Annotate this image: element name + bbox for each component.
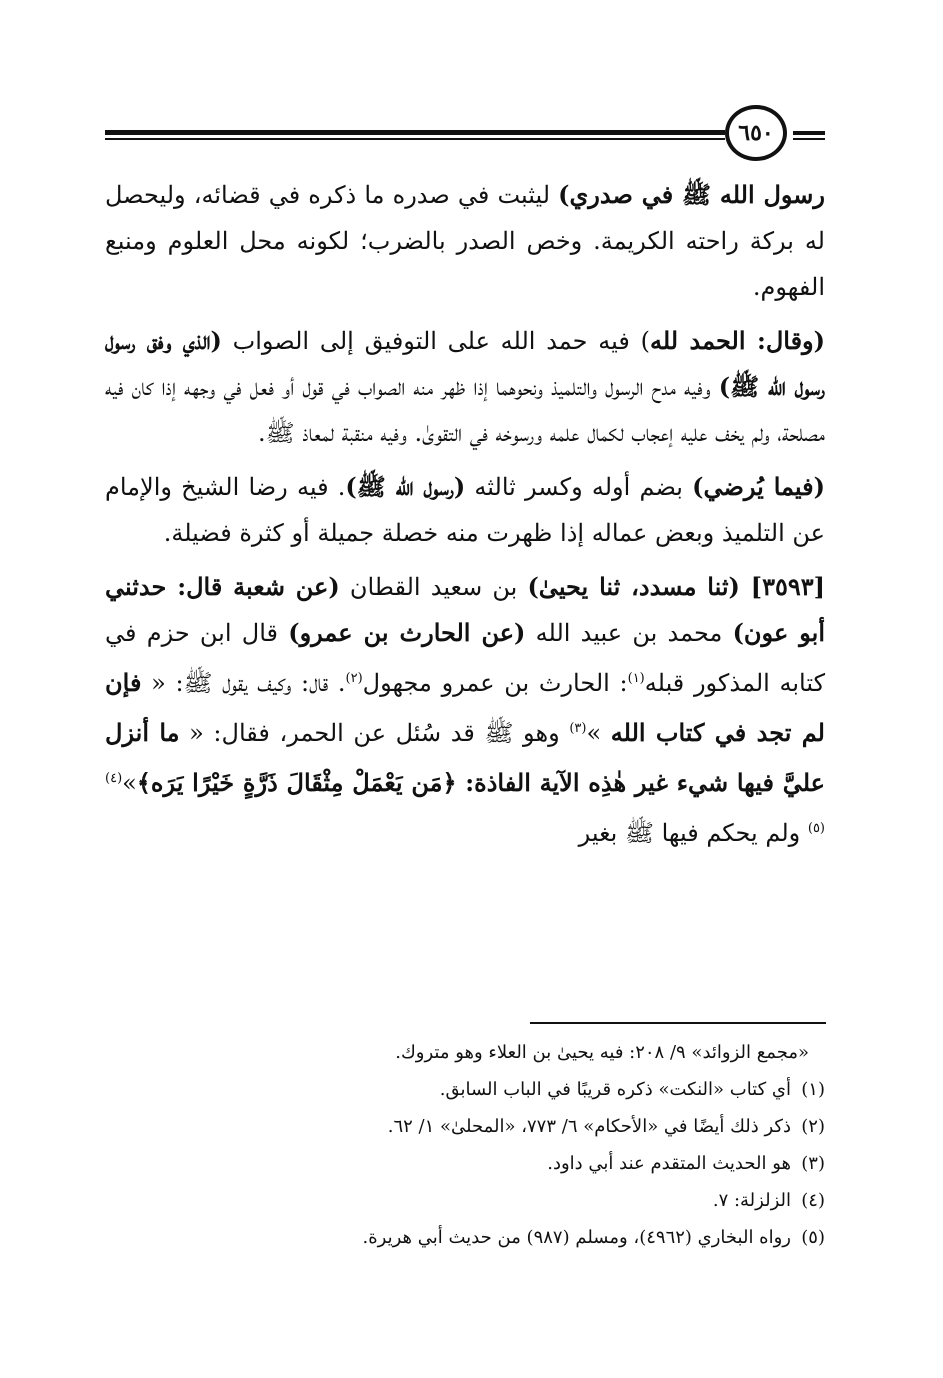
text-segment: ) فيه حمد الله على التوفيق إلى الصواب [221,327,650,355]
bold-segment: فإن لم تجد في كتاب الله [105,668,825,747]
paragraph [105,564,825,856]
bold-segment: (عن الحارث بن عمرو) [288,618,526,647]
footnote-number: (٥) [801,1227,825,1248]
bold-segment: (عن شعبة قال: حدثني أبو عون) [105,572,825,647]
bold-segment: ما أنزل عليَّ فيها شيء غير هٰذِه الآية الفاذة: ﴿مَن يَعْمَلْ مِثْقَالَ ذَرَّةٍ خَيْرًا يَرَه﴾ [105,718,825,797]
page-number: ٦٥٠ [725,105,787,161]
footnote [180,1108,825,1145]
text-segment: » [586,719,611,747]
page-header [105,105,825,165]
text-segment: : الحارث بن عمرو مجهول [362,669,628,697]
text-segment: بضم أوله وكسر ثالثه [465,473,693,501]
footnote-number: (٤) [801,1190,825,1211]
footnote-number: (٣) [801,1153,825,1174]
text-segment: وهو ﷺ قد سُئل عن الحمر، فقال: « [179,719,570,747]
header-rule-right-thin [793,138,825,140]
footnote-text: أي كتاب «النكت» ذكره قريبًا في الباب السابق. [439,1079,791,1100]
footnote [180,1182,825,1219]
footnote-text: الزلزلة: ٧. [712,1190,791,1211]
footnote-ref: (٤)(٥) [105,771,825,836]
text-segment: محمد بن عبيد الله [525,619,733,647]
footnote-text: هو الحديث المتقدم عند أبي داود. [547,1153,791,1174]
footnote [180,1071,825,1108]
text-segment: . قال: وكيف يقول ﷺ: « [141,669,346,697]
paragraph [105,464,825,556]
footnote-ref: (١) [627,671,645,686]
text-segment: » [122,769,137,797]
header-rule-thick [105,130,725,135]
footnote [180,1219,825,1256]
footnote-number: (١) [801,1079,825,1100]
footnote-text: رواه البخاري (٤٩٦٢)، ومسلم (٩٨٧) من حديث أبي هريرة. [362,1227,791,1248]
main-text [105,172,825,864]
footnote-separator [530,1022,826,1024]
paragraph [105,318,825,456]
text-segment: . فيه رضا الشيخ والإمام عن التلميذ وبعض عماله إذا ظهرت منه خصلة جميلة أو كثرة فضيلة. [105,473,825,547]
footnote-number: (٢) [801,1116,825,1137]
bold-segment: (فيما يُرضي) [692,472,825,501]
text-segment: بن سعيد القطان [339,573,528,601]
bold-segment: [٣٥٩٣] (ثنا مسدد، ثنا يحيىٰ) [527,572,826,601]
text-segment: ليثبت في صدره ما ذكره في قضائه، وليحصل له بركة راحته الكريمة. وخص الصدر بالضرب؛ لكونه محل العلوم ومنبع الفهوم. [105,181,825,301]
bold-segment: (رسول الله ﷺ) [345,472,466,501]
bold-segment: رسول الله ﷺ في صدري) [558,180,825,209]
footnote-ref: (٣) [569,721,587,736]
header-rule-thin [105,138,725,140]
bold-segment: (الذي وفق رسول رسول الله ﷺ) [105,326,825,401]
text-segment: ولم يحكم فيها ﷺ بغير [578,819,808,847]
header-rule-right [793,131,825,135]
footnote-text: ذكر ذلك أيضًا في «الأحكام» ٦/ ٧٧٣، «المحلىٰ» ١/ ٦٢. [387,1116,791,1137]
footnote-ref: (٢) [345,671,363,686]
paragraph [105,172,825,310]
text-segment: وفيه مدح الرسول والتلميذ ونحوهما إذا ظهر منه الصواب في قول أو فعل في وجهه إذا كان فيه مصلحة، ولم يخف عليه إعجاب لكمال علمه ورسوخه في التقوىٰ. وفيه منقبة لمعاذ ﷺ. [105,373,825,447]
bold-segment: الحمد لله [649,326,746,355]
footnote [180,1034,825,1071]
text-segment: قال ابن حزم في كتابه المذكور قبله [105,619,826,697]
footnote [180,1145,825,1182]
bold-segment: (وقال: [745,326,825,355]
footnotes [180,1034,825,1256]
footnote-text: «مجمع الزوائد» ٩/ ٢٠٨: فيه يحيىٰ بن العلاء وهو متروك. [395,1042,809,1063]
